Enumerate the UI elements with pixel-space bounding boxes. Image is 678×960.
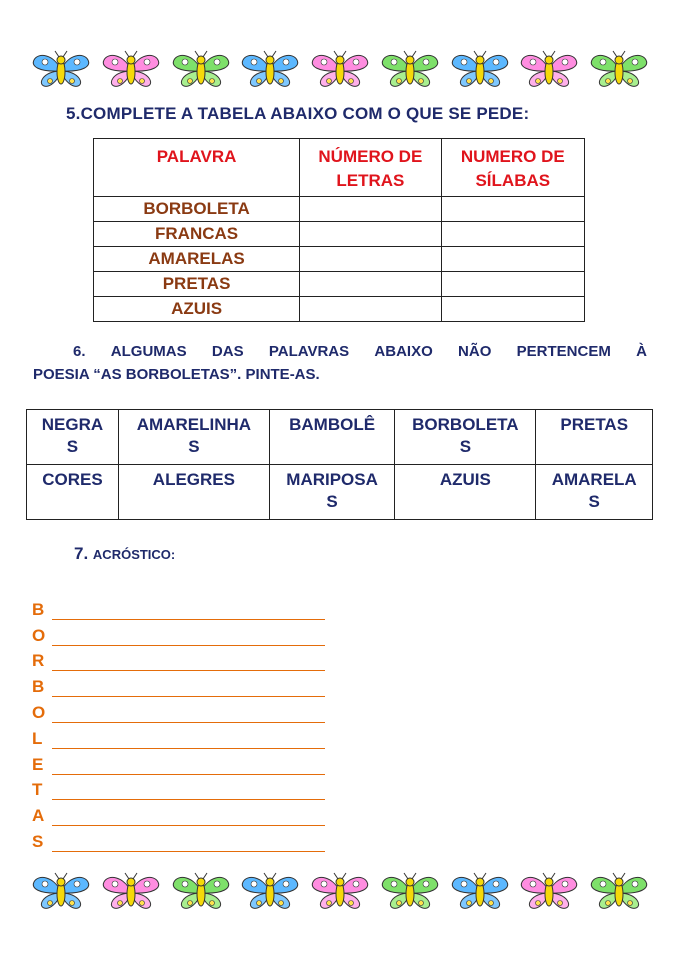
question-6-line-1 xyxy=(33,340,647,363)
table-row xyxy=(94,222,585,247)
butterfly-icon xyxy=(100,50,162,90)
word-cell: BORBOLETA xyxy=(94,197,300,222)
acrostic-answer-line[interactable] xyxy=(52,783,325,800)
word-option-text: PRETAS xyxy=(560,415,629,434)
acrostic-answer-line[interactable] xyxy=(52,809,325,826)
acrostic-letter: B xyxy=(32,599,45,619)
column-header xyxy=(300,139,441,197)
word-option-text: S xyxy=(188,437,200,456)
butterfly-icon xyxy=(379,872,441,912)
table-row xyxy=(94,197,585,222)
acrostic-letter: S xyxy=(32,831,44,851)
butterfly-icon xyxy=(170,872,232,912)
acrostic-answer-line[interactable] xyxy=(52,680,325,697)
butterfly-icon xyxy=(379,50,441,90)
column-header-line: NUMERO DE xyxy=(460,147,565,166)
word-row xyxy=(27,410,653,465)
acrostic-list xyxy=(32,594,325,852)
acrostic-answer-line[interactable] xyxy=(52,706,325,723)
butterfly-icon xyxy=(449,50,511,90)
letters-count-cell[interactable] xyxy=(300,197,441,222)
acrostic-row xyxy=(32,749,325,775)
acrostic-answer-line[interactable] xyxy=(52,835,325,852)
table-row xyxy=(94,297,585,322)
butterfly-icon xyxy=(518,872,580,912)
acrostic-row xyxy=(32,800,325,826)
butterfly-icon xyxy=(588,50,650,90)
acrostic-answer-line[interactable] xyxy=(52,732,325,749)
butterfly-icon xyxy=(518,50,580,90)
column-header-line: PALAVRA xyxy=(156,147,237,166)
word-cell: AMARELAS xyxy=(94,247,300,272)
column-header-line: LETRAS xyxy=(336,171,405,190)
word-option-cell[interactable] xyxy=(269,465,394,520)
question-6-word: NÃO xyxy=(458,343,492,360)
column-header xyxy=(441,139,584,197)
word-option-text: AMARELA xyxy=(551,470,637,489)
word-cell: AZUIS xyxy=(94,297,300,322)
letters-count-cell[interactable] xyxy=(300,222,441,247)
acrostic-letter: O xyxy=(32,625,46,645)
butterfly-icon xyxy=(30,50,92,90)
syllables-count-cell[interactable] xyxy=(441,222,584,247)
question-6-word: À xyxy=(636,343,647,360)
word-option-text: BAMBOLÊ xyxy=(289,415,376,434)
acrostic-letter: R xyxy=(32,651,45,671)
words-table xyxy=(93,138,585,322)
column-header-line: SÍLABAS xyxy=(475,171,551,190)
butterfly-icon xyxy=(449,872,511,912)
poem-words-table xyxy=(26,409,653,520)
letters-count-cell[interactable] xyxy=(300,272,441,297)
word-option-text: S xyxy=(588,492,600,511)
word-option-cell[interactable] xyxy=(536,410,653,465)
butterfly-icon xyxy=(239,50,301,90)
butterfly-border-bottom xyxy=(30,872,650,912)
table-header-row xyxy=(94,139,585,197)
acrostic-row xyxy=(32,775,325,801)
table-row xyxy=(94,272,585,297)
acrostic-row xyxy=(32,697,325,723)
word-option-text: NEGRA xyxy=(41,415,104,434)
acrostic-row xyxy=(32,646,325,672)
table-row xyxy=(94,247,585,272)
question-7-number: 7. xyxy=(74,544,89,563)
word-option-cell[interactable] xyxy=(118,465,269,520)
question-6-line-2: POESIA “AS BORBOLETAS”. PINTE-AS. xyxy=(33,366,320,383)
question-6-word: PALAVRAS xyxy=(268,343,350,360)
acrostic-letter: O xyxy=(32,702,46,722)
acrostic-answer-line[interactable] xyxy=(52,603,325,620)
acrostic-row xyxy=(32,826,325,852)
word-option-cell[interactable] xyxy=(536,465,653,520)
acrostic-row xyxy=(32,620,325,646)
question-5-title: 5.COMPLETE A TABELA ABAIXO COM O QUE SE PEDE: xyxy=(66,104,530,123)
question-7-label: ACRÓSTICO: xyxy=(92,547,176,562)
syllables-count-cell[interactable] xyxy=(441,297,584,322)
word-cell: FRANCAS xyxy=(94,222,300,247)
question-6-word: ALGUMAS xyxy=(110,343,187,360)
word-option-text: S xyxy=(459,437,472,456)
question-7-title xyxy=(74,544,175,564)
butterfly-border-top xyxy=(30,50,650,90)
word-cell: PRETAS xyxy=(94,272,300,297)
word-option-cell[interactable] xyxy=(269,410,394,465)
butterfly-icon xyxy=(309,50,371,90)
acrostic-row xyxy=(32,594,325,620)
acrostic-answer-line[interactable] xyxy=(52,629,325,646)
acrostic-letter: E xyxy=(32,754,44,774)
acrostic-answer-line[interactable] xyxy=(52,758,325,775)
column-header-line: NÚMERO DE xyxy=(318,147,423,166)
word-option-text: BORBOLETA xyxy=(412,415,519,434)
question-6-word: PERTENCEM xyxy=(516,343,611,360)
acrostic-letter: L xyxy=(32,728,43,748)
butterfly-icon xyxy=(30,872,92,912)
acrostic-answer-line[interactable] xyxy=(52,654,325,671)
syllables-count-cell[interactable] xyxy=(441,247,584,272)
butterfly-icon xyxy=(309,872,371,912)
acrostic-letter: B xyxy=(32,677,45,697)
word-option-cell[interactable] xyxy=(118,410,269,465)
word-option-cell[interactable] xyxy=(27,410,119,465)
acrostic-row xyxy=(32,671,325,697)
word-option-text: ALEGRES xyxy=(152,470,235,489)
word-option-text: CORES xyxy=(42,470,103,489)
acrostic-row xyxy=(32,723,325,749)
word-option-text: S xyxy=(326,492,338,511)
word-option-cell[interactable] xyxy=(27,465,119,520)
butterfly-icon xyxy=(100,872,162,912)
question-6-text xyxy=(33,340,647,386)
syllables-count-cell[interactable] xyxy=(441,197,584,222)
word-option-text: MARIPOSA xyxy=(286,470,378,489)
question-6-word: ABAIXO xyxy=(374,343,433,360)
letters-count-cell[interactable] xyxy=(300,247,441,272)
word-row xyxy=(27,465,653,520)
syllables-count-cell[interactable] xyxy=(441,272,584,297)
acrostic-letter: A xyxy=(32,806,45,826)
butterfly-icon xyxy=(588,872,650,912)
word-option-text: AZUIS xyxy=(439,470,491,489)
butterfly-icon xyxy=(170,50,232,90)
word-option-text: AMARELINHA xyxy=(136,415,252,434)
butterfly-icon xyxy=(239,872,301,912)
word-option-cell[interactable] xyxy=(395,410,536,465)
question-6-word: DAS xyxy=(211,343,244,360)
letters-count-cell[interactable] xyxy=(300,297,441,322)
question-6-word: 6. xyxy=(73,343,86,360)
word-option-cell[interactable] xyxy=(395,465,536,520)
column-header xyxy=(94,139,300,197)
acrostic-letter: T xyxy=(32,780,43,800)
word-option-text: S xyxy=(66,437,79,456)
